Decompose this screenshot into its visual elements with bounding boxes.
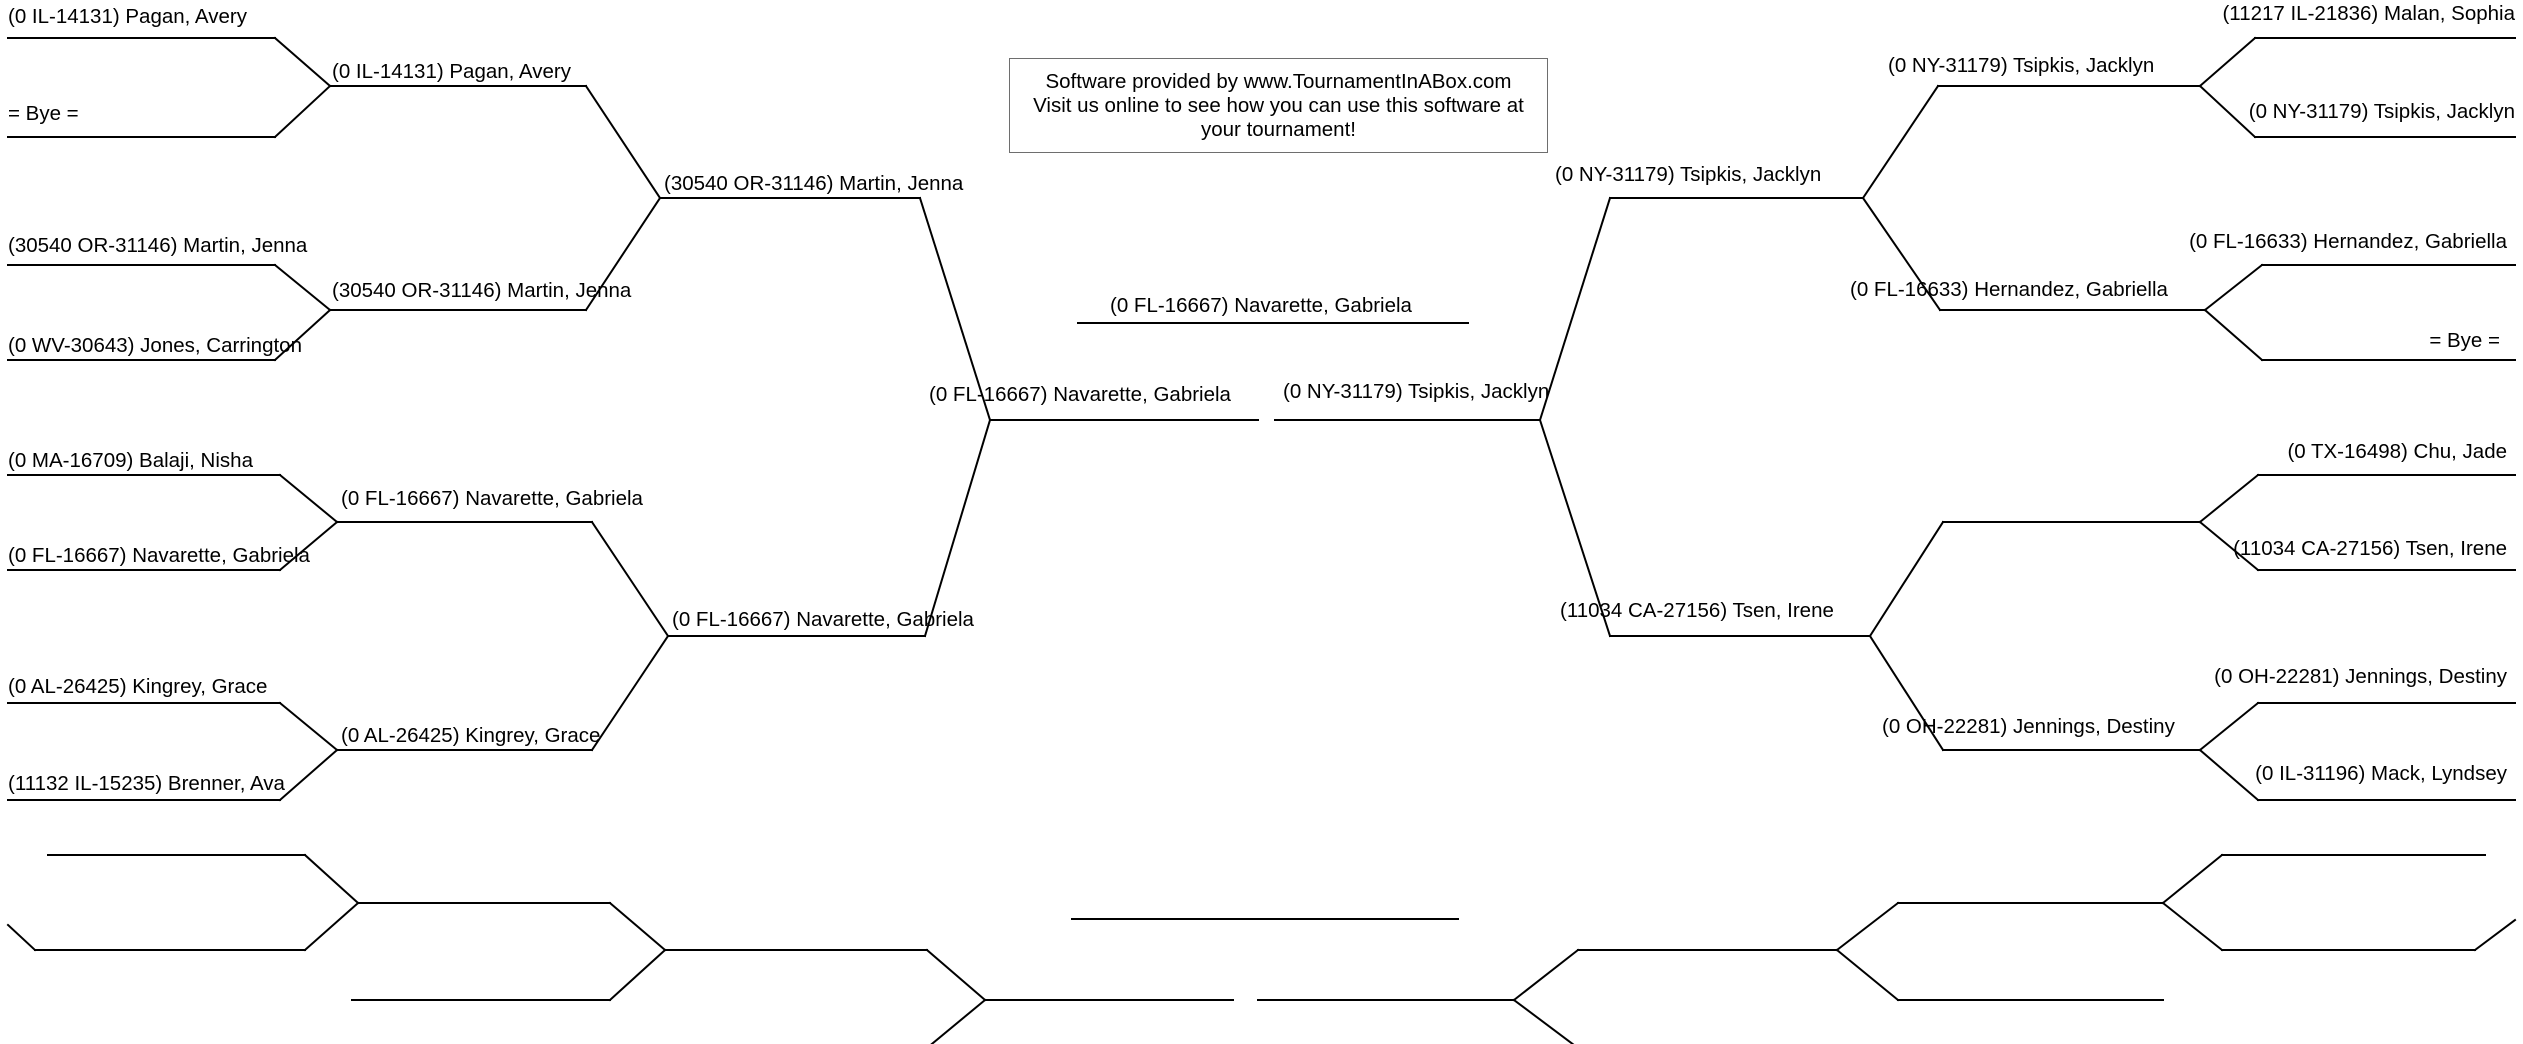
bracket-line [1837,903,1898,950]
bracket-line [610,950,665,1000]
bracket-line [2200,475,2258,522]
right-r2-entry: (0 NY-31179) Tsipkis, Jacklyn [1888,54,2155,77]
sponsor-line: your tournament! [1201,117,1356,141]
bracket-line [2200,86,2255,137]
left-r1-entry: (0 MA-16709) Balaji, Nisha [8,449,253,472]
bracket-line [592,522,668,636]
right-r1-entry: (11034 CA-27156) Tsen, Irene [2233,537,2507,560]
right-r3-entry: (0 NY-31179) Tsipkis, Jacklyn [1555,163,1822,186]
bracket-line [586,86,660,198]
left-r2-entry: (0 AL-26425) Kingrey, Grace [341,724,601,747]
champion-name: (0 FL-16667) Navarette, Gabriela [1110,294,1412,317]
bracket-line [8,925,35,950]
bracket-line [2475,920,2515,950]
right-r1-entry: (11217 IL-21836) Malan, Sophia [2222,2,2515,25]
left-r1-entry: (0 FL-16667) Navarette, Gabriela [8,544,310,567]
left-r2-entry: (0 FL-16667) Navarette, Gabriela [341,487,643,510]
bracket-line [927,1000,985,1044]
right-r1-entry: = Bye = [2429,329,2500,352]
bracket-line [1870,522,1943,636]
bracket-line [925,420,990,636]
left-r1-entry: (11132 IL-15235) Brenner, Ava [8,772,285,795]
bracket-line [1514,950,1578,1000]
left-r1-entry: (0 AL-26425) Kingrey, Grace [8,675,268,698]
final-right-entry: (0 NY-31179) Tsipkis, Jacklyn [1283,380,1550,403]
bracket-line [280,703,337,750]
right-r2-entry: (0 OH-22281) Jennings, Destiny [1882,715,2175,738]
bracket-line [2200,703,2258,750]
right-r3-entry: (11034 CA-27156) Tsen, Irene [1560,599,1834,622]
bracket-line [280,750,337,800]
bracket-line [2205,265,2262,310]
right-r1-entry: (0 IL-31196) Mack, Lyndsey [2255,762,2507,785]
left-r3-entry: (30540 OR-31146) Martin, Jenna [664,172,964,195]
right-r1-entry: (0 NY-31179) Tsipkis, Jacklyn [2248,100,2515,123]
bracket-lines [8,38,2515,1044]
left-r1-entry: = Bye = [8,102,79,125]
bracket-line [1863,86,1938,198]
right-r1-entry: (0 TX-16498) Chu, Jade [2287,440,2507,463]
bracket-line [280,475,337,522]
bracket-line [305,903,358,950]
bracket-line [1540,198,1610,420]
bracket-line [305,855,358,903]
left-r2-entry: (30540 OR-31146) Martin, Jenna [332,279,632,302]
bracket-line [275,38,330,86]
sponsor-line: Visit us online to see how you can use this software at [1033,93,1524,117]
final-left-entry: (0 FL-16667) Navarette, Gabriela [929,383,1231,406]
right-r1-entry: (0 OH-22281) Jennings, Destiny [2214,665,2507,688]
bracket-line [2163,855,2222,903]
left-r2-entry: (0 IL-14131) Pagan, Avery [332,60,571,83]
bracket-line [275,265,330,310]
bracket-line [927,950,985,1000]
left-r1-entry: (30540 OR-31146) Martin, Jenna [8,234,308,257]
left-r1-entry: (0 IL-14131) Pagan, Avery [8,5,247,28]
right-r1-entry: (0 FL-16633) Hernandez, Gabriella [2189,230,2507,253]
bracket-line [2163,903,2222,950]
bracket-line [592,636,668,750]
bracket-line [2200,750,2258,800]
sponsor-notice-box [1009,58,1548,153]
bracket-line [2200,38,2255,86]
left-r1-entry: (0 WV-30643) Jones, Carrington [8,334,302,357]
right-r2-entry: (0 FL-16633) Hernandez, Gabriella [1850,278,2168,301]
bracket-line [2205,310,2262,360]
bracket-line [610,903,665,950]
left-r3-entry: (0 FL-16667) Navarette, Gabriela [672,608,974,631]
bracket-line [275,86,330,137]
bracket-line [1837,950,1898,1000]
bracket-line [1514,1000,1578,1044]
sponsor-line: Software provided by www.TournamentInABox.com [1045,69,1512,93]
